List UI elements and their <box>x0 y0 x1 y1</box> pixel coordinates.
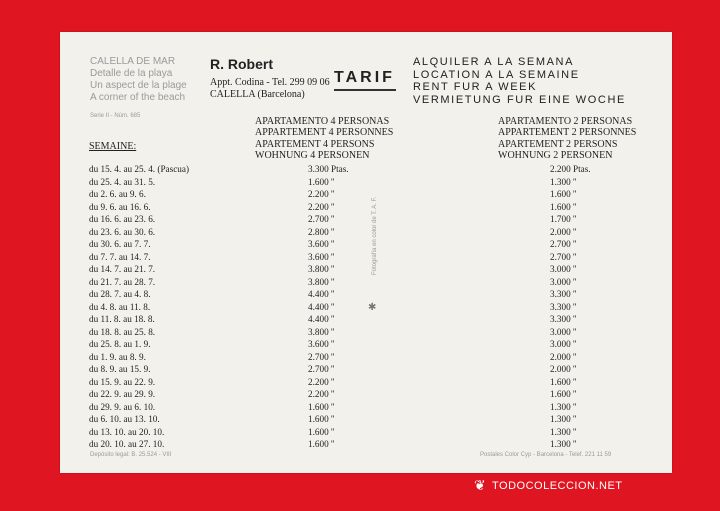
price-2-persons: 2.700 '' <box>550 239 577 249</box>
table-row <box>60 363 672 376</box>
price-4-persons: 2.800 '' <box>308 226 335 237</box>
table-row <box>60 226 672 239</box>
table-row <box>60 201 672 214</box>
date-range: du 15. 4. au 25. 4. (Pascua) <box>89 164 190 174</box>
table-row <box>60 276 672 289</box>
table-row <box>60 338 672 351</box>
apt2-line: APPARTEMENT 2 PERSONNES <box>498 127 637 139</box>
price-2-persons: 3.000 '' <box>550 339 577 349</box>
owner-name: R. Robert <box>210 56 273 72</box>
price-2-persons: 1.300 '' <box>550 426 577 437</box>
apt4-column-header <box>255 116 393 161</box>
price-4-persons: 4.400 '' <box>308 301 335 312</box>
price-4-persons: 1.600 '' <box>308 426 335 437</box>
apt2-line: APARTAMENTO 2 PERSONAS <box>498 116 633 127</box>
caption-line: Un aspect de la plage <box>90 80 187 91</box>
rent-line: ALQUILER A LA SEMANA <box>413 56 575 68</box>
table-row <box>60 288 672 301</box>
price-4-persons: 2.700 '' <box>308 364 335 374</box>
table-row <box>60 388 672 401</box>
price-4-persons: 4.400 '' <box>308 314 335 324</box>
price-2-persons: 1.300 '' <box>550 439 577 449</box>
date-range: du 9. 6. au 16. 6. <box>89 201 151 212</box>
price-4-persons: 1.600 '' <box>308 439 335 449</box>
date-range: du 18. 8. au 25. 8. <box>89 326 156 337</box>
price-2-persons: 3.300 '' <box>550 301 577 312</box>
table-row <box>60 301 672 314</box>
price-postcard <box>60 32 672 473</box>
price-4-persons: 2.200 '' <box>308 376 335 387</box>
apt4-line: APPARTEMENT 4 PERSONNES <box>255 127 394 139</box>
apt2-line: APARTEMENT 2 PERSONS <box>498 138 618 150</box>
date-range: du 30. 6. au 7. 7. <box>89 239 151 249</box>
price-2-persons: 1.600 '' <box>550 376 577 387</box>
price-table <box>60 163 672 451</box>
series-number: Serie II - Núm. 685 <box>90 113 141 119</box>
table-row <box>60 213 672 226</box>
price-2-persons: 1.300 '' <box>550 414 577 424</box>
price-2-persons: 2.000 '' <box>550 351 577 362</box>
date-range: du 8. 9. au 15. 9. <box>89 364 151 374</box>
date-range: du 15. 9. au 22. 9. <box>89 376 156 387</box>
table-row <box>60 251 672 264</box>
rent-line: RENT FUR A WEEK <box>413 81 538 93</box>
date-range: du 6. 10. au 13. 10. <box>89 414 160 424</box>
price-4-persons: 1.600 '' <box>308 414 335 424</box>
price-4-persons: 3.800 '' <box>308 326 335 337</box>
table-row <box>60 426 672 439</box>
date-range: du 13. 10. au 20. 10. <box>89 426 165 437</box>
caption-block <box>90 56 187 104</box>
date-range: du 4. 8. au 11. 8. <box>89 301 151 312</box>
price-4-persons: 4.400 '' <box>308 289 335 299</box>
date-range: du 23. 6. au 30. 6. <box>89 226 156 237</box>
table-row <box>60 313 672 326</box>
date-range: du 25. 8. au 1. 9. <box>89 339 151 349</box>
apt2-column-header <box>498 116 636 161</box>
rent-line: LOCATION A LA SEMAINE <box>413 68 580 81</box>
price-2-persons: 1.600 '' <box>550 389 577 399</box>
price-4-persons: 2.700 '' <box>308 351 335 362</box>
caption-line: A corner of the beach <box>90 92 186 103</box>
apt2-line: WOHNUNG 2 PERSONEN <box>498 149 613 161</box>
table-row <box>60 188 672 201</box>
date-range: du 28. 7. au 4. 8. <box>89 289 151 299</box>
date-range: du 11. 8. au 18. 8. <box>89 314 155 324</box>
table-row <box>60 376 672 389</box>
date-range: du 1. 9. au 8. 9. <box>89 351 146 362</box>
price-2-persons: 1.300 '' <box>550 176 577 187</box>
watermark-logo-icon: ❦ <box>474 479 486 494</box>
price-4-persons: 2.200 '' <box>308 201 335 212</box>
price-2-persons: 1.600 '' <box>550 201 577 212</box>
price-2-persons: 1.600 '' <box>550 189 577 199</box>
tarif-title: TARIF <box>334 69 395 86</box>
legal-deposit: Depósito legal: B. 25.524 - VIII <box>90 452 172 458</box>
date-range: du 2. 6. au 9. 6. <box>89 189 146 199</box>
date-range: du 14. 7. au 21. 7. <box>89 264 156 274</box>
price-2-persons: 2.200 Ptas. <box>550 164 591 174</box>
price-2-persons: 1.300 '' <box>550 401 577 412</box>
price-4-persons: 2.200 '' <box>308 189 335 199</box>
table-row <box>60 438 672 451</box>
price-2-persons: 3.300 '' <box>550 314 577 324</box>
table-row <box>60 263 672 276</box>
city: CALELLA (Barcelona) <box>210 89 305 100</box>
date-range: du 16. 6. au 23. 6. <box>89 214 156 224</box>
price-2-persons: 1.700 '' <box>550 214 577 224</box>
apt4-line: WOHNUNG 4 PERSONEN <box>255 149 370 161</box>
date-range: du 21. 7. au 28. 7. <box>89 276 156 287</box>
watermark-text: TODOCOLECCION.NET <box>492 480 623 492</box>
price-2-persons: 2.700 '' <box>550 251 577 262</box>
price-4-persons: 3.800 '' <box>308 264 335 274</box>
rent-title-block <box>413 56 626 106</box>
price-4-persons: 2.700 '' <box>308 214 335 224</box>
price-4-persons: 1.600 '' <box>308 176 335 187</box>
table-row <box>60 163 672 176</box>
rent-line: VERMIETUNG FUR EINE WOCHE <box>413 93 626 106</box>
table-row <box>60 238 672 251</box>
table-row <box>60 176 672 189</box>
publisher-credit: Postales Color Cyp - Barcelona - Telef. 221 11 59 <box>480 452 612 458</box>
price-4-persons: 3.300 Ptas. <box>308 164 349 174</box>
date-range: du 29. 9. au 6. 10. <box>89 401 156 412</box>
date-range: du 22. 9. au 29. 9. <box>89 389 156 399</box>
price-2-persons: 3.000 '' <box>550 326 577 337</box>
price-4-persons: 3.600 '' <box>308 251 335 262</box>
price-2-persons: 3.000 '' <box>550 264 577 274</box>
price-2-persons: 2.000 '' <box>550 226 577 237</box>
price-4-persons: 1.600 '' <box>308 401 335 412</box>
table-row <box>60 351 672 364</box>
price-2-persons: 3.000 '' <box>550 276 577 287</box>
date-range: du 7. 7. au 14. 7. <box>89 251 151 262</box>
caption-line: Detalle de la playa <box>90 68 173 79</box>
contact-block <box>210 77 330 101</box>
price-4-persons: 3.800 '' <box>308 276 335 287</box>
price-4-persons: 3.600 '' <box>308 239 335 249</box>
price-4-persons: 2.200 '' <box>308 389 335 399</box>
asterisk-icon: ✱ <box>368 302 377 313</box>
caption-line: CALELLA DE MAR <box>90 56 176 67</box>
table-row <box>60 326 672 339</box>
apt4-line: APARTAMENTO 4 PERSONAS <box>255 116 390 127</box>
table-row <box>60 413 672 426</box>
date-range: du 20. 10. au 27. 10. <box>89 439 165 449</box>
weeks-label: SEMAINE: <box>89 141 137 152</box>
price-2-persons: 3.300 '' <box>550 289 577 299</box>
price-4-persons: 3.600 '' <box>308 339 335 349</box>
table-row <box>60 401 672 414</box>
apt4-line: APARTEMENT 4 PERSONS <box>255 138 375 150</box>
price-2-persons: 2.000 '' <box>550 364 577 374</box>
title-underline <box>334 89 396 91</box>
appt-phone: Appt. Codina - Tel. 299 09 06 <box>210 77 330 88</box>
date-range: du 25. 4. au 31. 5. <box>89 176 156 187</box>
photo-credit-vertical: Fotografía en color de T. A. F. <box>372 196 378 275</box>
